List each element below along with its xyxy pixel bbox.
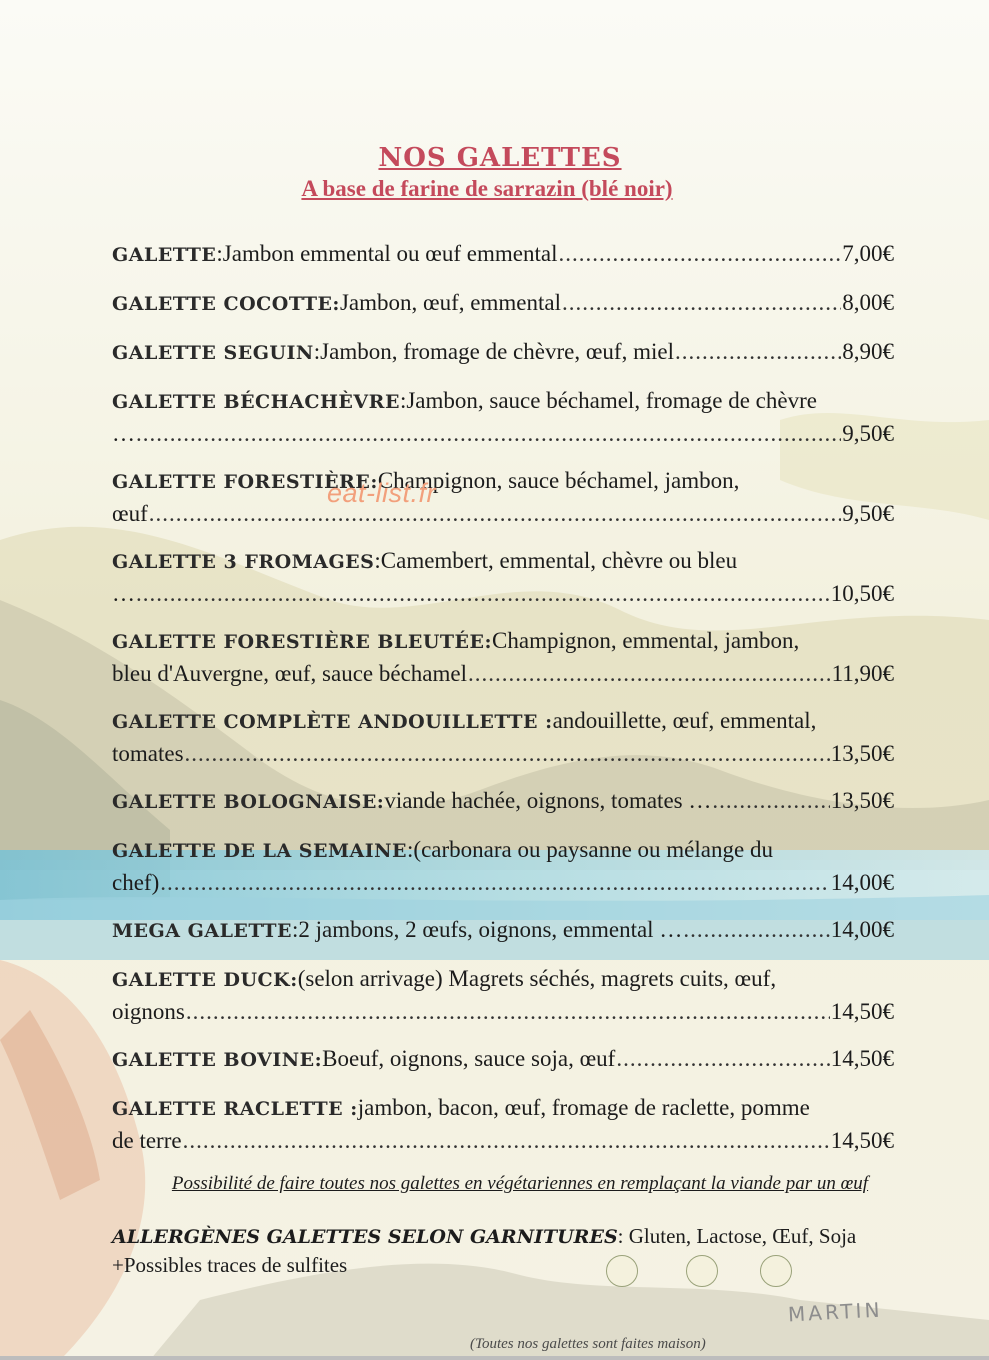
- menu-item-separator: :: [292, 917, 299, 942]
- menu-item-description: andouillette, œuf, emmental,: [552, 708, 817, 733]
- allergen-traces: +Possibles traces de sulfites: [112, 1253, 348, 1277]
- menu-item-name: GALETTE COMPLÈTE ANDOUILLETTE :: [112, 711, 553, 733]
- menu-item-description: Jambon, fromage de chèvre, œuf, miel: [320, 339, 674, 364]
- menu-item-description: jambon, bacon, œuf, fromage de raclette, pomme: [357, 1095, 810, 1120]
- menu-item-line: [112, 385, 894, 418]
- menu-item: [112, 1043, 894, 1076]
- menu-item-description-cont: œuf: [112, 501, 148, 526]
- allergen-badge-icon: [686, 1255, 718, 1287]
- menu-item-description-cont: de terre: [112, 1128, 182, 1153]
- menu-item-description: (selon arrivage) Magrets séchés, magrets cuits, œuf,: [297, 966, 777, 991]
- menu-item-line: [112, 963, 894, 996]
- menu-item: [112, 963, 894, 1027]
- menu-item-price: 9,50€: [842, 421, 894, 446]
- menu-item: [112, 914, 894, 947]
- dot-leader: [136, 578, 830, 609]
- menu-item-line: [112, 465, 894, 498]
- menu-item-line: [112, 578, 894, 609]
- menu-item-price: 14,00€: [830, 870, 894, 895]
- dot-leader: [468, 658, 831, 689]
- menu-item-description: viande hachée, oignons, tomates …: [384, 788, 712, 813]
- watermark-text: eat-list.fr: [327, 478, 437, 508]
- menu-item-line: [112, 914, 894, 947]
- menu-item-line: [112, 1043, 894, 1076]
- menu-item-description: Champignon, sauce béchamel, jambon,: [377, 468, 740, 493]
- menu-item-name: GALETTE BOLOGNAISE:: [112, 791, 385, 813]
- dot-leader: [136, 418, 841, 449]
- galette-list: [112, 238, 894, 1156]
- menu-item-price: 8,00€: [842, 290, 894, 315]
- menu-item-name: GALETTE DE LA SEMAINE: [112, 840, 408, 862]
- menu-item-description-cont: bleu d'Auvergne, œuf, sauce béchamel: [112, 661, 467, 686]
- dot-leader: [562, 287, 841, 318]
- menu-item: [112, 625, 894, 689]
- menu-item: [112, 287, 894, 320]
- menu-item-line: [112, 738, 894, 769]
- menu-item-price: 11,90€: [831, 661, 894, 686]
- menu-item-separator: :: [399, 388, 407, 413]
- menu-item-separator: :: [374, 548, 381, 573]
- menu-item-name: GALETTE SEGUIN: [112, 342, 314, 364]
- menu-item: [112, 705, 894, 769]
- menu-item-name: GALETTE 3 FROMAGES: [112, 551, 375, 573]
- menu-item-line: [112, 1125, 894, 1156]
- menu-item: [112, 336, 894, 369]
- allergen-badge-icon: [760, 1255, 792, 1287]
- menu-item-price: 14,00€: [830, 917, 894, 942]
- menu-item: [112, 785, 894, 818]
- menu-item-description: Jambon, sauce béchamel, fromage de chèvre: [406, 388, 817, 413]
- dot-leader: [160, 867, 830, 898]
- menu-item-description: Jambon, œuf, emmental: [339, 290, 561, 315]
- menu-item-price: 9,50€: [842, 501, 894, 526]
- menu-item-line: [112, 238, 894, 271]
- allergen-list: Gluten, Lactose, Œuf, Soja: [628, 1224, 857, 1248]
- menu-item-line: [112, 867, 894, 898]
- menu-item-line: [112, 1092, 894, 1125]
- menu-item-price: 14,50€: [830, 1046, 894, 1071]
- menu-item-description-cont: …: [112, 581, 135, 606]
- menu-item-line: [112, 834, 894, 867]
- dot-leader: [149, 498, 841, 529]
- menu-item-name: GALETTE FORESTIÈRE:: [112, 471, 378, 493]
- dot-leader: [683, 914, 829, 945]
- dot-leader: [616, 1043, 829, 1074]
- dot-leader: [675, 336, 841, 367]
- menu-item-price: 14,50€: [830, 1128, 894, 1153]
- menu-item-description-cont: tomates: [112, 741, 184, 766]
- dot-leader: [185, 738, 830, 769]
- menu-item: [112, 834, 894, 898]
- menu-item-name: GALETTE RACLETTE :: [112, 1098, 358, 1120]
- menu-item: [112, 545, 894, 609]
- dot-leader: [712, 785, 829, 816]
- menu-item-name: GALETTE BOVINE:: [112, 1049, 323, 1071]
- menu-item-separator: :: [313, 339, 321, 364]
- menu-item-separator: :: [407, 837, 414, 862]
- menu-item: [112, 385, 894, 449]
- menu-item-separator: :: [216, 241, 223, 266]
- menu-item-description-cont: …: [112, 421, 135, 446]
- scan-edge: [0, 1356, 989, 1360]
- menu-item: [112, 465, 894, 529]
- dot-leader: [183, 1125, 830, 1156]
- page-title: NOS GALETTES: [378, 143, 622, 173]
- menu-item-description: Champignon, emmental, jambon,: [492, 628, 800, 653]
- menu-item-name: GALETTE: [112, 244, 217, 266]
- menu-item-name: GALETTE FORESTIÈRE BLEUTÉE:: [112, 631, 493, 653]
- menu-item-line: [112, 996, 894, 1027]
- menu-item-description-cont: chef): [112, 870, 160, 895]
- menu-item-line: [112, 705, 894, 738]
- menu-item-description: Jambon emmental ou œuf emmental: [222, 241, 558, 266]
- artist-signature: MARTIN: [787, 1297, 884, 1327]
- menu-item-description: Boeuf, oignons, sauce soja, œuf: [322, 1046, 616, 1071]
- allergen-separator: :: [617, 1224, 629, 1248]
- menu-item-name: MEGA GALETTE: [112, 920, 292, 942]
- menu-item: [112, 238, 894, 271]
- menu-item-line: [112, 498, 894, 529]
- menu-item-price: 7,00€: [842, 241, 894, 266]
- menu-item-description: Camembert, emmental, chèvre ou bleu: [380, 548, 738, 573]
- dot-leader: [559, 238, 842, 269]
- footer-note: (Toutes nos galettes sont faites maison): [470, 1336, 706, 1352]
- menu-item-description: 2 jambons, 2 œufs, oignons, emmental …: [298, 917, 683, 942]
- page-subtitle: A base de farine de sarrazin (blé noir): [301, 176, 673, 201]
- menu-item-description: (carbonara ou paysanne ou mélange du: [413, 837, 773, 862]
- menu-item-name: GALETTE COCOTTE:: [112, 293, 340, 315]
- vegetarian-note: Possibilité de faire toutes nos galettes en végétariennes en remplaçant la viande par un œuf: [171, 1173, 869, 1194]
- menu-item-price: 8,90€: [842, 339, 894, 364]
- dot-leader: [186, 996, 830, 1027]
- menu-item-name: GALETTE BÉCHACHÈVRE: [112, 391, 400, 413]
- menu-item-line: [112, 785, 894, 818]
- menu-item-line: [112, 625, 894, 658]
- menu-item-line: [112, 287, 894, 320]
- menu-item-price: 14,50€: [830, 999, 894, 1024]
- menu-item-line: [112, 545, 894, 578]
- menu-item-price: 13,50€: [830, 741, 894, 766]
- menu-item-price: 13,50€: [830, 788, 894, 813]
- allergen-badge-icon: [606, 1255, 638, 1287]
- menu-item-line: [112, 336, 894, 369]
- menu-item-name: GALETTE DUCK:: [112, 969, 298, 991]
- allergen-label: ALLERGÈNES GALETTES SELON GARNITURES: [112, 1226, 618, 1248]
- menu-item: [112, 1092, 894, 1156]
- allergen-icons: [606, 1255, 796, 1295]
- menu-item-price: 10,50€: [830, 581, 894, 606]
- menu-item-line: [112, 658, 894, 689]
- menu-item-description-cont: oignons: [112, 999, 185, 1024]
- menu-item-line: [112, 418, 894, 449]
